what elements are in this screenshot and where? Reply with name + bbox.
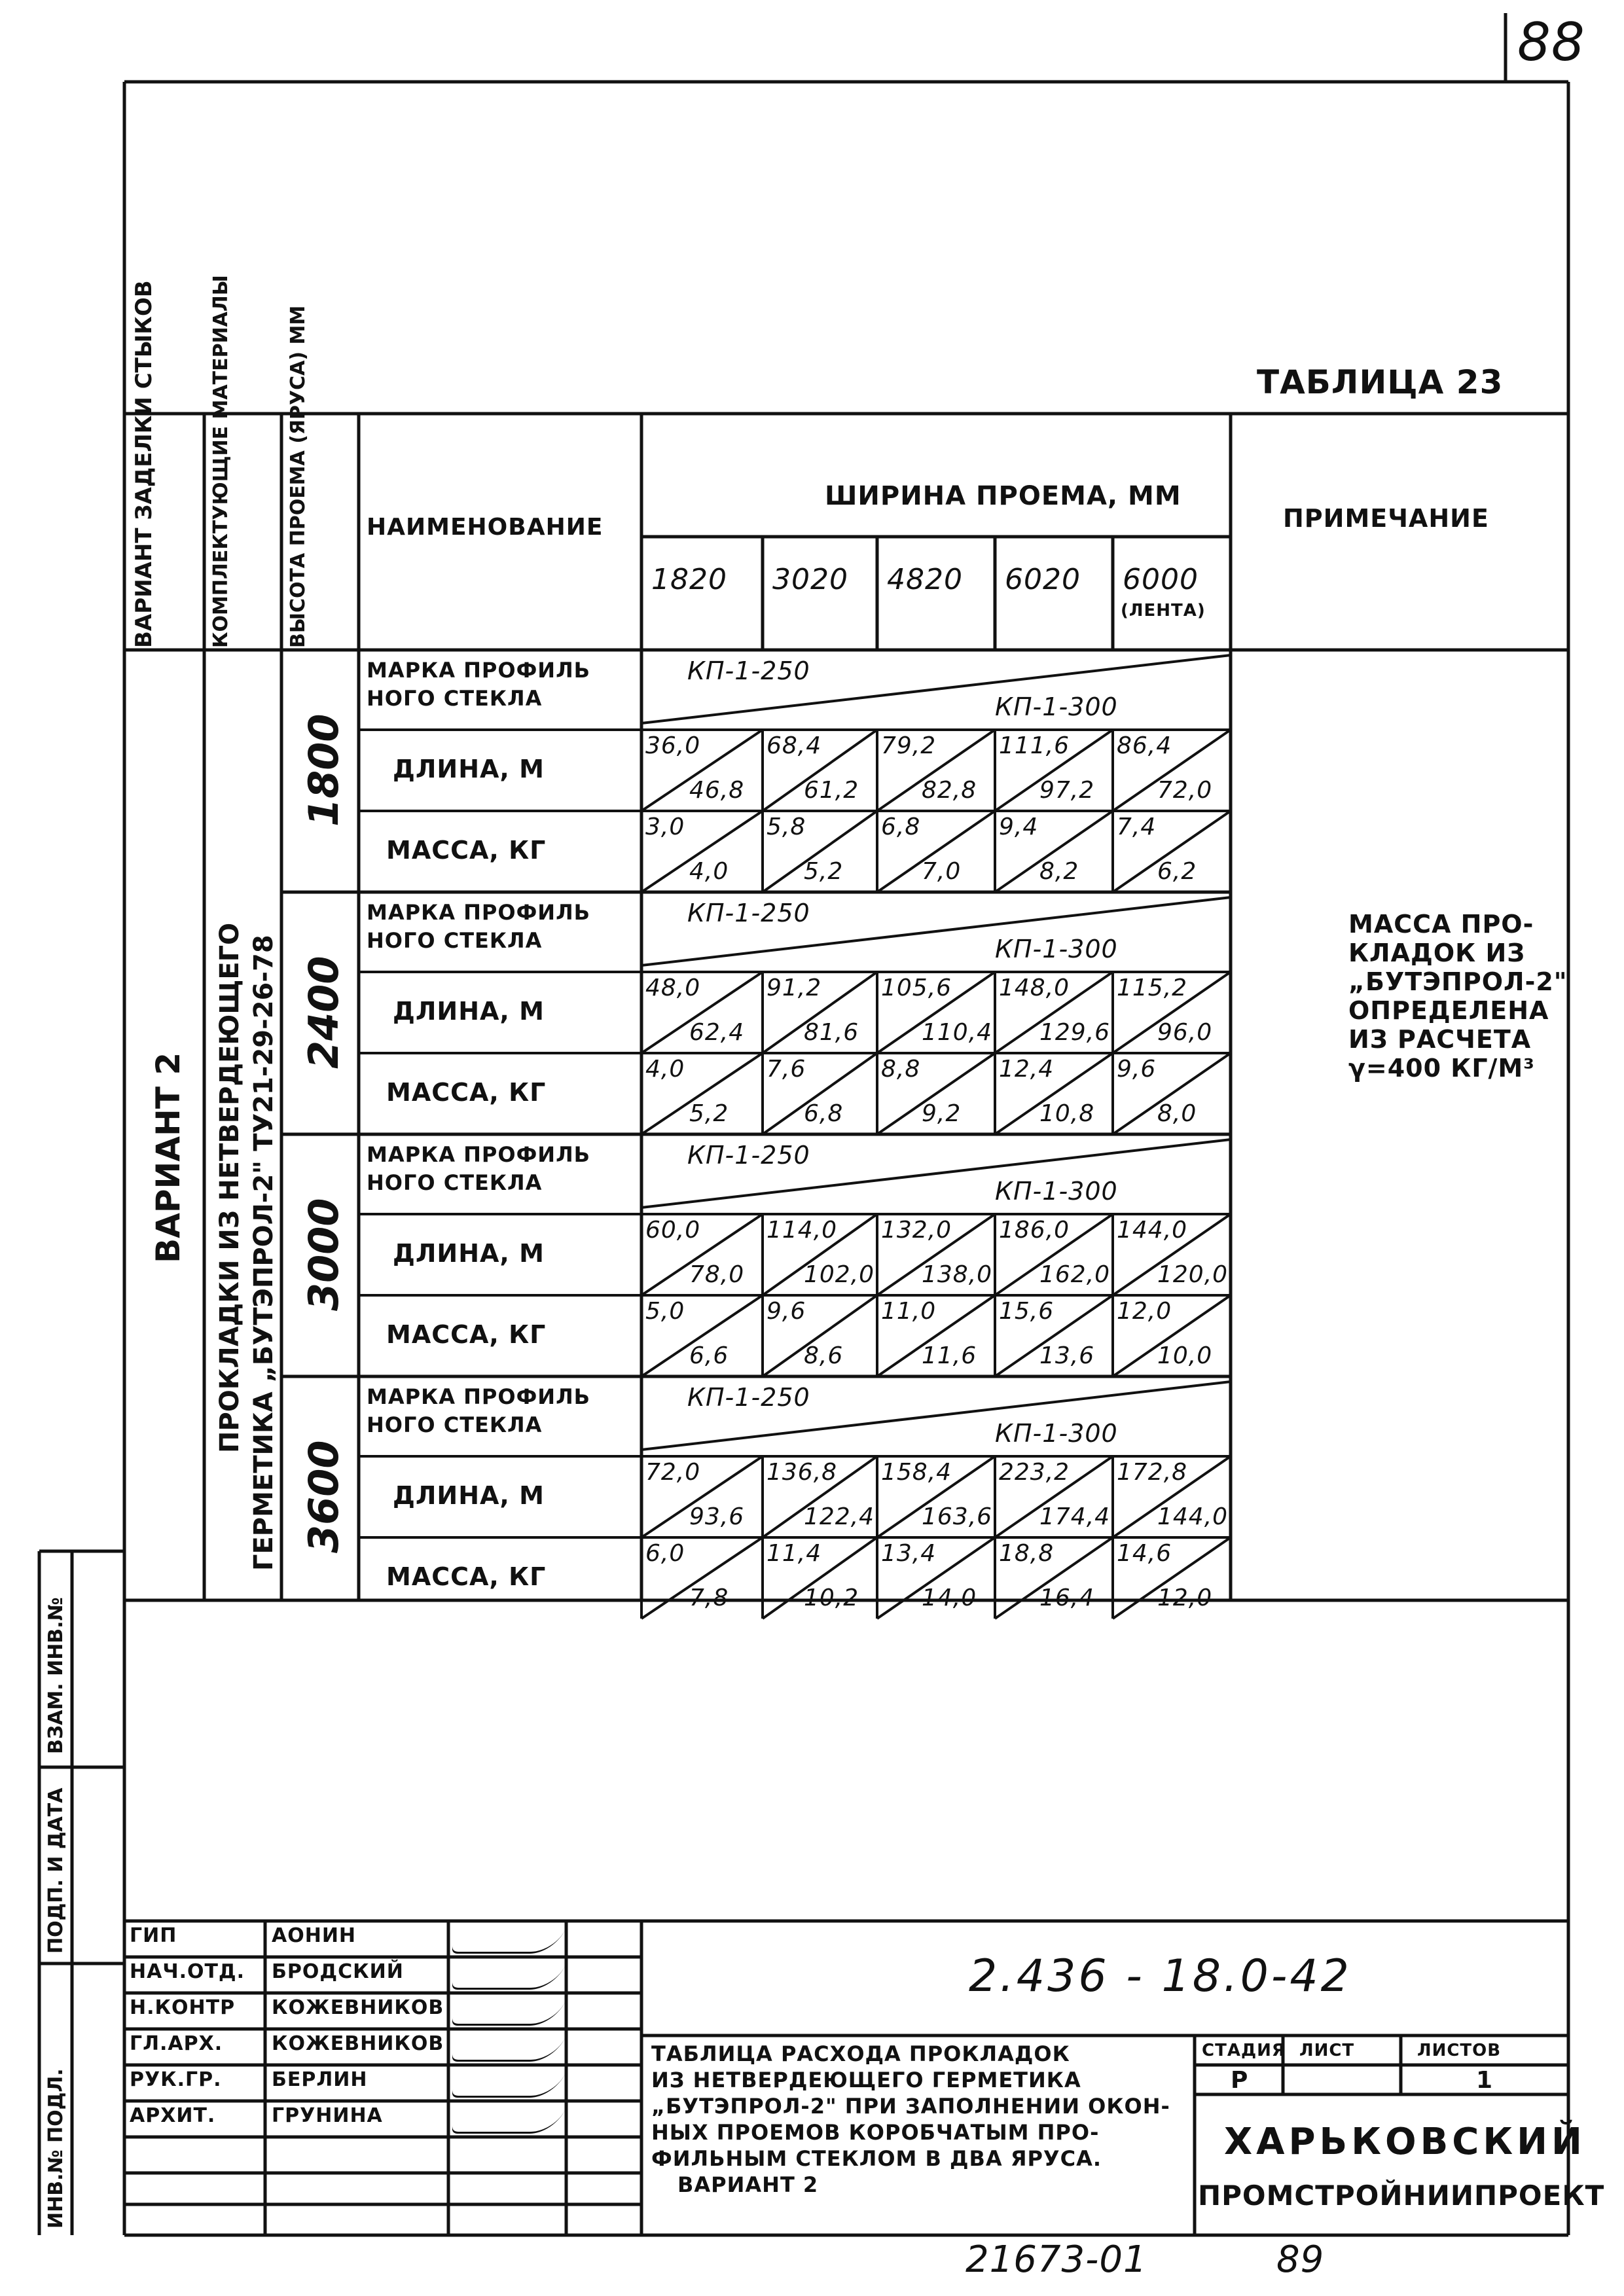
cell-value-top: 4,0 xyxy=(645,1056,685,1083)
page-number: 88 xyxy=(1517,12,1585,73)
note-line: МАССА ПРО- xyxy=(1348,910,1534,939)
cell-value-top: 60,0 xyxy=(645,1217,701,1244)
description-line: ФИЛЬНЫМ СТЕКЛОМ В ДВА ЯРУСА. xyxy=(651,2146,1102,2171)
label-length: ДЛИНА, М xyxy=(393,1481,545,1510)
description-line: ВАРИАНТ 2 xyxy=(677,2172,819,2197)
stamp-name: АОНИН xyxy=(272,1924,357,1947)
cell-value-bottom: 144,0 xyxy=(1157,1503,1229,1530)
sheets-label: ЛИСТОВ xyxy=(1417,2041,1502,2060)
cell-value-top: 79,2 xyxy=(881,732,937,759)
cell-value-top: 172,8 xyxy=(1117,1459,1188,1486)
label-mark-line-1: МАРКА ПРОФИЛЬ xyxy=(367,900,591,925)
header-materials: КОМПЛЕКТУЮЩИЕ МАТЕРИАЛЫ xyxy=(209,275,232,648)
cell-value-bottom: 13,6 xyxy=(1039,1342,1095,1369)
stamp-role: НАЧ.ОТД. xyxy=(130,1960,245,1983)
header-name: НАИМЕНОВАНИЕ xyxy=(367,514,604,541)
cell-value-top: 223,2 xyxy=(999,1459,1070,1486)
cell-value-top: 11,0 xyxy=(881,1298,937,1325)
stamp-description xyxy=(651,2041,1170,2198)
cell-value-bottom: 122,4 xyxy=(804,1503,875,1530)
mark-kp-1-300: КП-1-300 xyxy=(995,935,1118,963)
stamp-role: ГИП xyxy=(130,1924,177,1947)
cell-value-bottom: 82,8 xyxy=(922,777,977,804)
stage-value: Р xyxy=(1231,2067,1249,2094)
cell-value-bottom: 110,4 xyxy=(922,1019,993,1046)
label-mark-line-2: НОГО СТЕКЛА xyxy=(367,1412,543,1437)
cell-value-bottom: 9,2 xyxy=(922,1100,962,1127)
cell-value-top: 114,0 xyxy=(767,1217,838,1244)
cell-value-bottom: 120,0 xyxy=(1157,1261,1229,1288)
cell-value-bottom: 12,0 xyxy=(1157,1585,1213,1611)
cell-value-top: 6,8 xyxy=(881,814,921,840)
mark-kp-1-250: КП-1-250 xyxy=(687,656,810,685)
note-line: γ=400 КГ/М³ xyxy=(1348,1054,1535,1083)
mark-kp-1-250: КП-1-250 xyxy=(687,1141,810,1170)
cell-value-bottom: 16,4 xyxy=(1039,1585,1095,1611)
sheets-value: 1 xyxy=(1476,2067,1494,2094)
cell-value-top: 158,4 xyxy=(881,1459,952,1486)
cell-value-bottom: 72,0 xyxy=(1157,777,1213,804)
stamp-name: КОЖЕВНИКОВ xyxy=(272,2032,444,2055)
stamp-role: АРХИТ. xyxy=(130,2104,216,2127)
side-label-replace: ВЗАМ. ИНВ.№ xyxy=(45,1597,67,1754)
side-label-inventory: ИНВ.№ ПОДЛ. xyxy=(45,2068,67,2229)
cell-value-bottom: 93,6 xyxy=(689,1503,745,1530)
width-4820: 4820 xyxy=(887,563,963,596)
material-line-2: ГЕРМЕТИКА „БУТЭПРОЛ-2" ТУ21-29-26-78 xyxy=(249,935,279,1571)
cell-value-bottom: 10,0 xyxy=(1157,1342,1213,1369)
cell-value-top: 132,0 xyxy=(881,1217,952,1244)
label-mass: МАССА, КГ xyxy=(386,1078,547,1107)
description-line: НЫХ ПРОЕМОВ КОРОБЧАТЫМ ПРО- xyxy=(651,2120,1100,2145)
label-length: ДЛИНА, М xyxy=(393,1239,545,1268)
label-length: ДЛИНА, М xyxy=(393,755,545,783)
cell-value-top: 11,4 xyxy=(767,1540,822,1567)
cell-value-top: 148,0 xyxy=(999,975,1070,1001)
stamp-name: БРОДСКИЙ xyxy=(272,1960,404,1983)
cell-value-bottom: 11,6 xyxy=(922,1342,977,1369)
cell-value-bottom: 61,2 xyxy=(804,777,859,804)
cell-value-bottom: 96,0 xyxy=(1157,1019,1213,1046)
label-mark-line-1: МАРКА ПРОФИЛЬ xyxy=(367,1384,591,1409)
cell-value-bottom: 8,0 xyxy=(1157,1100,1197,1127)
cell-value-bottom: 62,4 xyxy=(689,1019,745,1046)
table-title: ТАБЛИЦА 23 xyxy=(1257,363,1504,401)
cell-value-bottom: 6,8 xyxy=(804,1100,844,1127)
note-line: КЛАДОК ИЗ xyxy=(1348,939,1526,967)
cell-value-top: 13,4 xyxy=(881,1540,937,1567)
height-label: 1800 xyxy=(300,713,348,827)
mark-kp-1-300: КП-1-300 xyxy=(995,1177,1118,1206)
cell-value-bottom: 6,6 xyxy=(689,1342,729,1369)
cell-value-top: 105,6 xyxy=(881,975,952,1001)
width-note-lenta: (ЛЕНТА) xyxy=(1121,601,1206,620)
width-3020: 3020 xyxy=(772,563,848,596)
mark-kp-1-250: КП-1-250 xyxy=(687,1383,810,1412)
label-mark-line-2: НОГО СТЕКЛА xyxy=(367,686,543,711)
material-line-1: ПРОКЛАДКИ ИЗ НЕТВЕРДЕЮЩЕГО xyxy=(215,922,245,1453)
cell-value-bottom: 6,2 xyxy=(1157,858,1197,885)
cell-value-bottom: 4,0 xyxy=(689,858,729,885)
cell-value-top: 3,0 xyxy=(645,814,685,840)
header-variant: ВАРИАНТ ЗАДЕЛКИ СТЫКОВ xyxy=(131,280,157,648)
cell-value-top: 36,0 xyxy=(645,732,701,759)
mark-kp-1-300: КП-1-300 xyxy=(995,1419,1118,1448)
note-line: ИЗ РАСЧЕТА xyxy=(1348,1025,1532,1054)
stamp-role: ГЛ.АРХ. xyxy=(130,2032,223,2055)
cell-value-bottom: 174,4 xyxy=(1039,1503,1111,1530)
cell-value-bottom: 138,0 xyxy=(922,1261,993,1288)
cell-value-bottom: 5,2 xyxy=(689,1100,729,1127)
cell-value-top: 6,0 xyxy=(645,1540,685,1567)
width-6020: 6020 xyxy=(1005,563,1081,596)
label-mark-line-1: МАРКА ПРОФИЛЬ xyxy=(367,658,591,683)
stage-label: СТАДИЯ xyxy=(1202,2041,1286,2060)
cell-value-bottom: 162,0 xyxy=(1039,1261,1111,1288)
cell-value-top: 111,6 xyxy=(999,732,1070,759)
cell-value-top: 9,6 xyxy=(1117,1056,1157,1083)
org-name-1: ХАРЬКОВСКИЙ xyxy=(1224,2121,1586,2163)
cell-value-bottom: 81,6 xyxy=(804,1019,859,1046)
org-name-2: ПРОМСТРОЙНИИПРОЕКТ xyxy=(1198,2179,1605,2212)
cell-value-top: 15,6 xyxy=(999,1298,1055,1325)
cell-value-top: 12,4 xyxy=(999,1056,1055,1083)
note-line: ОПРЕДЕЛЕНА xyxy=(1348,996,1549,1025)
cell-value-top: 48,0 xyxy=(645,975,701,1001)
description-line: ТАБЛИЦА РАСХОДА ПРОКЛАДОК xyxy=(651,2041,1070,2066)
header-note: ПРИМЕЧАНИЕ xyxy=(1283,504,1489,533)
cell-value-bottom: 5,2 xyxy=(804,858,844,885)
description-line: ИЗ НЕТВЕРДЕЮЩЕГО ГЕРМЕТИКА xyxy=(651,2068,1081,2092)
label-mass: МАССА, КГ xyxy=(386,1562,547,1591)
cell-value-bottom: 8,6 xyxy=(804,1342,844,1369)
label-mark-line-1: МАРКА ПРОФИЛЬ xyxy=(367,1142,591,1167)
mark-kp-1-250: КП-1-250 xyxy=(687,899,810,927)
label-mass: МАССА, КГ xyxy=(386,1320,547,1349)
cell-value-top: 68,4 xyxy=(767,732,822,759)
cell-value-top: 5,0 xyxy=(645,1298,685,1325)
cell-value-top: 8,8 xyxy=(881,1056,921,1083)
cell-value-top: 9,4 xyxy=(999,814,1039,840)
note-block xyxy=(1348,910,1568,1083)
cell-value-top: 186,0 xyxy=(999,1217,1070,1244)
cell-value-top: 86,4 xyxy=(1117,732,1172,759)
header-height: ВЫСОТА ПРОЕМА (ЯРУСА) ММ xyxy=(287,305,310,648)
doc-code: 2.436 - 18.0-42 xyxy=(969,1950,1352,2002)
stamp-role: Н.КОНТР xyxy=(130,1996,236,2019)
cell-value-top: 7,4 xyxy=(1117,814,1157,840)
cell-value-top: 136,8 xyxy=(767,1459,838,1486)
cell-value-bottom: 7,8 xyxy=(689,1585,729,1611)
cell-value-top: 144,0 xyxy=(1117,1217,1188,1244)
footer-page: 89 xyxy=(1276,2238,1325,2281)
stamp-name: БЕРЛИН xyxy=(272,2068,368,2091)
cell-value-top: 14,6 xyxy=(1117,1540,1172,1567)
footer-code: 21673-01 xyxy=(965,2238,1147,2281)
cell-value-top: 18,8 xyxy=(999,1540,1055,1567)
cell-value-bottom: 46,8 xyxy=(689,777,745,804)
stamp-role: РУК.ГР. xyxy=(130,2068,222,2091)
cell-value-top: 72,0 xyxy=(645,1459,701,1486)
height-label: 2400 xyxy=(300,956,348,1069)
cell-value-bottom: 7,0 xyxy=(922,858,962,885)
stamp-name: ГРУНИНА xyxy=(272,2104,383,2127)
cell-value-bottom: 163,6 xyxy=(922,1503,993,1530)
cell-value-bottom: 97,2 xyxy=(1039,777,1095,804)
cell-value-top: 9,6 xyxy=(767,1298,806,1325)
width-1820: 1820 xyxy=(651,563,727,596)
cell-value-bottom: 10,8 xyxy=(1039,1100,1095,1127)
variant-label: ВАРИАНТ 2 xyxy=(149,1052,187,1263)
height-label: 3600 xyxy=(300,1440,348,1553)
label-mark-line-2: НОГО СТЕКЛА xyxy=(367,1170,543,1195)
header-width-group: ШИРИНА ПРОЕМА, ММ xyxy=(825,481,1182,511)
cell-value-top: 115,2 xyxy=(1117,975,1188,1001)
stamp-name: КОЖЕВНИКОВ xyxy=(272,1996,444,2019)
mark-kp-1-300: КП-1-300 xyxy=(995,692,1118,721)
width-6000: 6000 xyxy=(1123,563,1199,596)
cell-value-top: 7,6 xyxy=(767,1056,806,1083)
note-line: „БУТЭПРОЛ-2" xyxy=(1348,967,1568,996)
cell-value-bottom: 78,0 xyxy=(689,1261,745,1288)
side-label-sign-date: ПОДП. И ДАТА xyxy=(45,1787,67,1954)
cell-value-bottom: 14,0 xyxy=(922,1585,977,1611)
cell-value-bottom: 8,2 xyxy=(1039,858,1079,885)
height-label: 3000 xyxy=(300,1198,348,1311)
cell-value-top: 5,8 xyxy=(767,814,806,840)
cell-value-top: 12,0 xyxy=(1117,1298,1172,1325)
label-length: ДЛИНА, М xyxy=(393,997,545,1026)
description-line: „БУТЭПРОЛ-2" ПРИ ЗАПОЛНЕНИИ ОКОН- xyxy=(651,2094,1170,2119)
sheet-label: ЛИСТ xyxy=(1299,2041,1355,2060)
cell-value-bottom: 102,0 xyxy=(804,1261,875,1288)
label-mark-line-2: НОГО СТЕКЛА xyxy=(367,928,543,953)
cell-value-top: 91,2 xyxy=(767,975,822,1001)
cell-value-bottom: 10,2 xyxy=(804,1585,859,1611)
label-mass: МАССА, КГ xyxy=(386,836,547,865)
cell-value-bottom: 129,6 xyxy=(1039,1019,1111,1046)
